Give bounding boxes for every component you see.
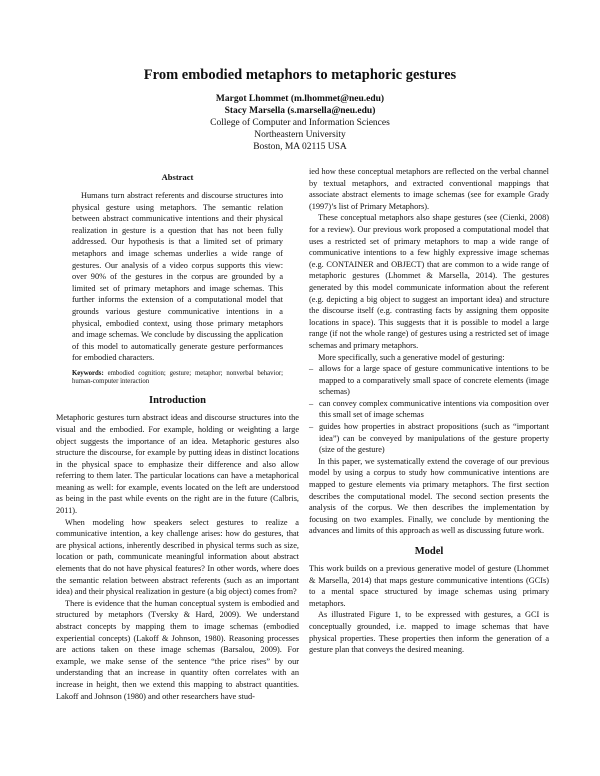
intro-paragraph-2: When modeling how speakers select gestures to realize a communicative intention, a key challenge arises: how do gestures, that are physical actions, inherently described in physical terms such as size, location or path, communicate meaningful information about abstract elements that do not have physical features? In other words, where does the semantic relation between abstract referents (such as an important idea) and their physical realization in gesture (a big object) comes from? [56, 517, 299, 597]
keywords-label: Keywords: [72, 369, 104, 377]
affiliation-line-3: Boston, MA 02115 USA [253, 142, 347, 152]
gesture-model-list [309, 363, 549, 456]
affiliation-line-1: College of Computer and Information Sciences [210, 118, 390, 128]
abstract-body: Humans turn abstract referents and discourse structures into physical gesture using metaphors. The semantic relation between abstract communicative intentions and their physical realization in gesture is a question that has not been fully addressed. Our hypothesis is that a limited set of primary metaphors and image schemas underlies a wide range of gestures. Our analysis of a video corpus supports this view: over 90% of the gestures in the corpus are grounded by a limited set of primary metaphors and image schemas. This further informs the extension of a computational model that grounds various gesture communicative intentions in a physical, embodied context, using those primary metaphors and image schemas. We conclude by discussing the application of this model to automatically generate gesture performances for embodied characters. [72, 191, 283, 363]
right-paragraph-4: In this paper, we systematically extend the coverage of our previous model by using a corpus to study how communicative intentions are mapped to gesture elements via primary metaphors. The first section describes the computational model. The second section presents the analysis of the corpus. We then describes the implementation by focusing on two examples. Finally, we conclude by mentioning the advances and limits of this approach as well as discussing future work. [309, 456, 549, 536]
intro-paragraph-3: There is evidence that the human conceptual system is embodied and structured by metaphors (Tversky & Hard, 2009). We understand abstract concepts by mapping them to image schemas (embodied experiential concepts) (Lakoff & Johnson, 1980). Reasoning processes are actions taken on these image schemas (Barsalou, 2009). For example, we make sense of the sentence “the price rises” by our understanding that an increase in quantity often correlates with an increase in height, then we extend this mapping to abstract quantities. Lakoff and Johnson (1980) and other researchers have stud- [56, 598, 299, 701]
author-1: Margot Lhommet (m.lhommet@neu.edu) [215, 94, 385, 104]
author-2: Stacy Marsella (s.marsella@neu.edu) [224, 106, 376, 116]
paper-title: From embodied metaphors to metaphoric gestures [143, 67, 457, 83]
list-item: – can convey complex communicative intentions via composition over this small set of image schemas [319, 398, 549, 421]
left-column [56, 168, 299, 702]
right-paragraph-2: These conceptual metaphors also shape gestures (see (Cienki, 2008) for a review). Our previous work proposed a computational model that uses a restricted set of primary metaphors to map a wide range of communicative intentions to a few highly expressive image schemas (e.g. CONTAINER and OBJECT) that are common to a wide range of metaphoric gestures (Lhommet & Marsella, 2014). The gestures generated by this model communicate information about the referent (e.g. depicting a big object to suggest an important idea) and structure the discourse itself (e.g. contrasting facts by assigning them opposite locations in space). This suggests that it is possible to model a large range (if not the whole range) of gestures using a restricted set of image schemas and primary metaphors. [309, 213, 549, 350]
introduction-heading: Introduction [149, 395, 206, 407]
right-paragraph-1: ied how these conceptual metaphors are reflected on the verbal channel by textual metaphors, and extracted conventional mappings that associate abstract elements to image schemas (see for example Grady (1997)’s list of Primary Metaphors). [309, 167, 549, 211]
model-paragraph-1: This work builds on a previous generative model of gesture (Lhommet & Marsella, 2014) that maps gesture communicative intentions (GCIs) to a mental space structured by image schemas using primary metaphors. [309, 564, 549, 608]
list-item: – allows for a large space of gesture communicative intentions to be mapped to a comparatively small space of concrete elements (image schemas) [319, 363, 549, 398]
keywords-text: embodied cognition; gesture; metaphor; nonverbal behavior; human-computer interaction [72, 369, 284, 386]
intro-paragraph-1: Metaphoric gestures turn abstract ideas and discourse structures into the visual and the embodied. For example, holding or weighting a large object suggests the importance of an idea. Metaphoric gestures also structure the discourse, for example by putting ideas in distinct locations in the physical space to emphasize their difference and also allow referring to them later. The particular locations can have a metaphorical meaning as well: for example, events located on the left are understood as being in the past while events on the right are in the future (Calbris, 2011). [56, 413, 299, 516]
model-paragraph-2: As illustrated Figure 1, to be expressed with gestures, a GCI is conceptually grounded, i.e. mapped to image schemas that have physical properties. These properties then inform the generation of a gesture plan that conveys the desired meaning. [309, 610, 549, 655]
abstract-heading: Abstract [161, 172, 194, 182]
keywords [72, 370, 283, 386]
model-heading: Model [414, 546, 444, 557]
affiliation-line-2: Northeastern University [254, 130, 346, 140]
list-item: – guides how properties in abstract propositions (such as “important idea”) can be conveyed by manipulations of the gesture property (size of the gesture) [319, 421, 549, 456]
right-paragraph-3: More specifically, such a generative model of gesturing: [318, 352, 505, 362]
right-column [309, 166, 549, 656]
